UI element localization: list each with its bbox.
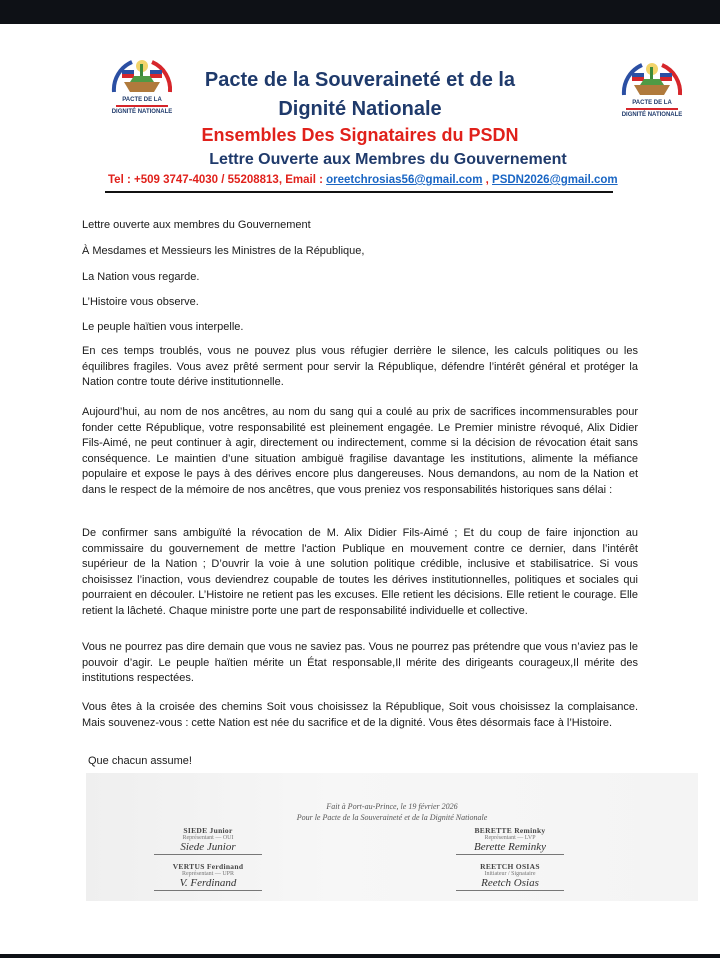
signer	[450, 826, 570, 855]
letter-line: L’Histoire vous observe.	[82, 296, 199, 308]
place-date: Fait à Port-au-Prince, le 19 février 2026	[326, 802, 458, 811]
letter-paragraph: Vous ne pourrez pas dire demain que vous ne saviez pas. Vous ne pourrez pas prétendre que vous n’aviez pas le pouvoir d’agir. Le peuple haïtien mérite un État responsable,Il mérite des dirigeants courageux,Il mérite des institutions respectées.	[82, 641, 638, 685]
logo-text-top: PACTE DE LA	[122, 97, 162, 103]
document-title: Lettre Ouverte aux Membres du Gouvernement	[209, 151, 567, 168]
signer	[148, 862, 268, 891]
org-title-line2: Dignité Nationale	[278, 98, 442, 120]
handwritten-signature: Berette Reminky	[456, 841, 564, 855]
letter-paragraph: Aujourd’hui, au nom de nos ancêtres, au nom du sang qui a coulé au prix de sacrifices incommensurables pour fonder cette République, votre responsabilité est pleinement engagée. Le Premier ministre révoqué, Alix Didier Fils-Aimé, ne peut continuer à agir, directement ou indirectement, comme si la décision de révocation était sans conséquence. Le maintien d’une situation ambiguë fragilise davantage les institutions, alimente la méfiance populaire et expose le pays à des dérives encore plus dangereuses. Nous demandons, au nom de la Nation et dans le respect de la mémoire de nos ancêtres, que vous preniez vos responsabilités historiques sans délai :	[82, 406, 638, 496]
signer-name: VERTUS Ferdinand	[172, 862, 244, 871]
logo-text-bottom: DIGNITÉ NATIONALE	[111, 109, 173, 115]
letter-closing: Que chacun assume!	[88, 755, 192, 767]
signer-role: Initiateur / Signataire	[484, 871, 536, 877]
org-title-line1: Pacte de la Souveraineté et de la	[204, 69, 516, 91]
contact-line	[108, 174, 618, 186]
signer	[148, 826, 268, 855]
email-separator: ,	[482, 174, 493, 186]
signer-name: BERETTE Reminky	[474, 826, 546, 835]
bottom-dark-bar	[0, 954, 720, 958]
signature-block	[86, 773, 698, 901]
letter-paragraph: En ces temps troublés, vous ne pouvez plus vous réfugier derrière le silence, les calculs politiques ou les équilibres fragiles. Vous avez prêté serment pour servir la République, défendre l’intérêt général et protéger la Nation contre toute dérive institutionnelle.	[82, 345, 638, 389]
letter-subject: Lettre ouverte aux membres du Gouvernement	[82, 219, 311, 231]
contact-phone: Tel : +509 3747-4030 / 55208813, Email :	[108, 174, 327, 186]
handwritten-signature: Reetch Osias	[456, 877, 564, 891]
header-divider	[105, 191, 613, 193]
org-subtitle: Ensembles Des Signataires du PSDN	[201, 125, 519, 145]
letter-paragraph: Vous êtes à la croisée des chemins Soit vous choisissez la République, Soit vous choisissez la complaisance. Mais souvenez-vous : cette Nation est née du sacrifice et de la dignité. Vous êtes désormais face à l’Histoire.	[82, 701, 638, 729]
handwritten-signature: V. Ferdinand	[154, 877, 262, 891]
on-behalf-line: Pour le Pacte de la Souveraineté et de la Dignité Nationale	[296, 813, 488, 822]
handwritten-signature: Siede Junior	[154, 841, 262, 855]
letter-paragraph: De confirmer sans ambiguïté la révocation de M. Alix Didier Fils-Aimé ; Et du coup de faire injonction au commissaire du gouvernement de mettre l'action Publique en mouvement contre ce dernier, dans l’intérêt supérieur de la Nation ; D’ouvrir la voie à une solution politique crédible, inclusive et stabilisatrice. Si vous choisissez l’inaction, vous deviendrez coupable de toutes les dérives institutionnelles, politiques et sociales qui pourraient en découler. L’Histoire ne retient pas les excuses. Elle retient les décisions. Elle retient le courage. Elle retient la lâcheté. Chaque ministre porte une part de responsabilité individuelle et collective.	[82, 527, 638, 617]
signer-role: Représentant — LVP	[484, 835, 536, 841]
letter-line: La Nation vous regarde.	[82, 271, 200, 283]
letter-salutation: À Mesdames et Messieurs les Ministres de la République,	[82, 245, 365, 257]
email-link-2[interactable]: PSDN2026@gmail.com	[492, 174, 618, 186]
signer	[450, 862, 570, 891]
signer-name: SIEDE Junior	[183, 826, 233, 835]
logo-text-top: PACTE DE LA	[632, 100, 672, 106]
letter-line: Le peuple haïtien vous interpelle.	[82, 321, 244, 333]
email-link-1[interactable]: oreetchrosias56@gmail.com	[326, 174, 483, 186]
signer-role: Représentant — UPR	[182, 871, 234, 877]
signer-name: REETCH OSIAS	[480, 862, 540, 871]
top-dark-bar	[0, 0, 720, 24]
logo-text-bottom: DIGNITÉ NATIONALE	[621, 112, 683, 118]
signer-role: Représentant — OUI	[182, 835, 234, 841]
